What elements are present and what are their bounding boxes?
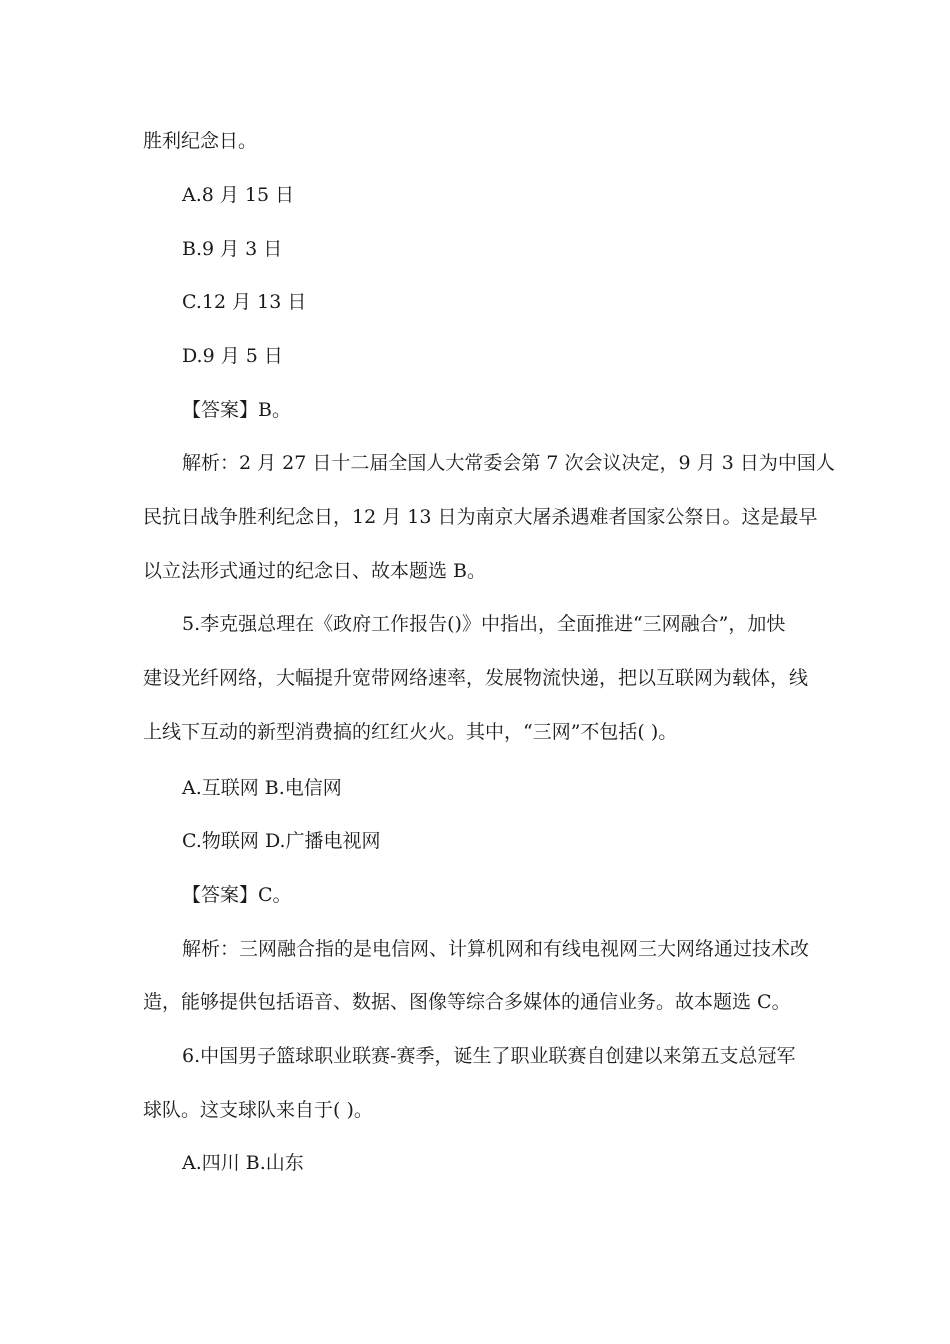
q4-answer: 【答案】B。 xyxy=(182,399,291,421)
q5-stem-line-2: 建设光纤网络，大幅提升宽带网络速率，发展物流快递，把以互联网为载体，线 xyxy=(143,667,809,689)
q4-option-d: D.9 月 5 日 xyxy=(182,345,283,367)
q4-option-b: B.9 月 3 日 xyxy=(182,238,283,260)
q4-analysis-line-1: 解析：2 月 27 日十二届全国人大常委会第 7 次会议决定，9 月 3 日为中国人 xyxy=(182,452,835,474)
q5-options-cd: C.物联网 D.广播电视网 xyxy=(182,830,381,852)
q4-analysis-line-2: 民抗日战争胜利纪念日，12 月 13 日为南京大屠杀遇难者国家公祭日。这是最早 xyxy=(143,506,818,528)
q5-stem-line-3: 上线下互动的新型消费搞的红红火火。其中，“三网”不包括( )。 xyxy=(143,721,678,743)
q6-stem-line-1: 6.中国男子篮球职业联赛-赛季，诞生了职业联赛自创建以来第五支总冠军 xyxy=(182,1045,796,1067)
q4-analysis-line-3: 以立法形式通过的纪念日、故本题选 B。 xyxy=(143,560,487,582)
q5-analysis-line-1: 解析：三网融合指的是电信网、计算机网和有线电视网三大网络通过技术改 xyxy=(182,938,810,960)
q5-analysis-line-2: 造，能够提供包括语音、数据、图像等综合多媒体的通信业务。故本题选 C。 xyxy=(143,991,791,1013)
q6-stem-line-2: 球队。这支球队来自于( )。 xyxy=(143,1099,373,1121)
q4-option-a: A.8 月 15 日 xyxy=(182,184,295,206)
q5-options-ab: A.互联网 B.电信网 xyxy=(182,777,342,799)
q5-answer: 【答案】C。 xyxy=(182,884,292,906)
q6-options-ab: A.四川 B.山东 xyxy=(182,1152,304,1174)
q5-stem-line-1: 5.李克强总理在《政府工作报告()》中指出，全面推进“三网融合”，加快 xyxy=(182,613,786,635)
text-line-victory-day-end: 胜利纪念日。 xyxy=(143,130,258,152)
q4-option-c: C.12 月 13 日 xyxy=(182,291,307,313)
